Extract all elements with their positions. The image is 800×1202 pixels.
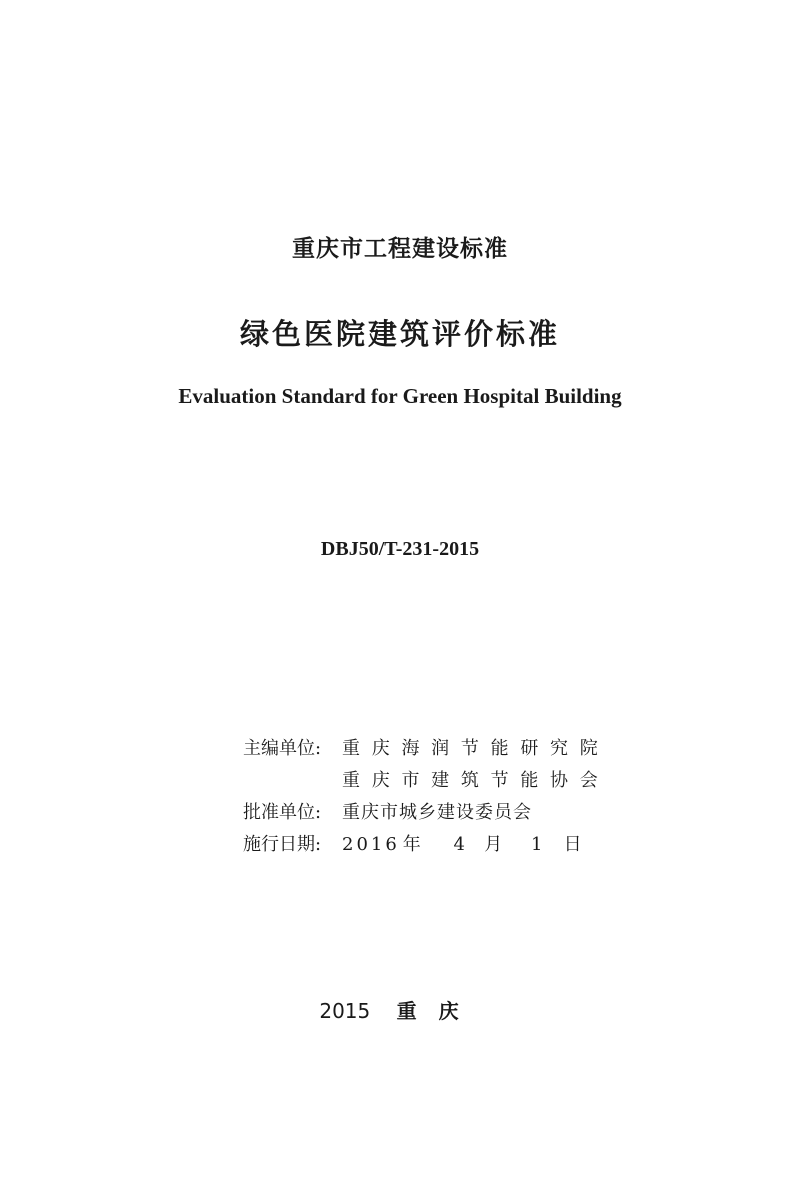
effective-date bbox=[342, 829, 585, 861]
chief-editor-row-2 bbox=[243, 765, 601, 797]
standard-series: 重庆市工程建设标准 bbox=[292, 236, 508, 262]
title-english: Evaluation Standard for Green Hospital Building bbox=[178, 384, 622, 408]
chief-editor-unit: 重 庆 市 建 筑 节 能 协 会 bbox=[342, 770, 601, 791]
standard-code: DBJ50/T-231-2015 bbox=[320, 538, 480, 560]
approval-row bbox=[243, 797, 601, 829]
publication-city: 重庆 bbox=[396, 999, 481, 1023]
publication-footer bbox=[0, 995, 800, 1024]
publication-year: 2015 bbox=[319, 999, 371, 1023]
date-month-unit: 月 bbox=[484, 834, 506, 855]
date-month: 4 bbox=[453, 834, 468, 855]
effective-date-row bbox=[243, 829, 601, 861]
title-chinese: 绿色医院建筑评价标准 bbox=[239, 317, 560, 351]
chief-editor-label-spacer bbox=[243, 765, 342, 797]
publication-info bbox=[243, 733, 601, 861]
chief-editor-label: 主编单位: bbox=[243, 738, 322, 759]
chief-editor-row bbox=[243, 733, 601, 765]
date-day: 1 bbox=[530, 834, 546, 855]
date-year-unit: 年 bbox=[402, 834, 424, 855]
effective-date-label: 施行日期: bbox=[243, 834, 322, 855]
date-year: 2016 bbox=[342, 834, 400, 855]
date-day-unit: 日 bbox=[563, 834, 585, 855]
approval-label: 批准单位: bbox=[243, 802, 322, 823]
chief-editor-unit: 重 庆 海 润 节 能 研 究 院 bbox=[342, 738, 601, 759]
approval-unit: 重庆市城乡建设委员会 bbox=[342, 802, 532, 823]
